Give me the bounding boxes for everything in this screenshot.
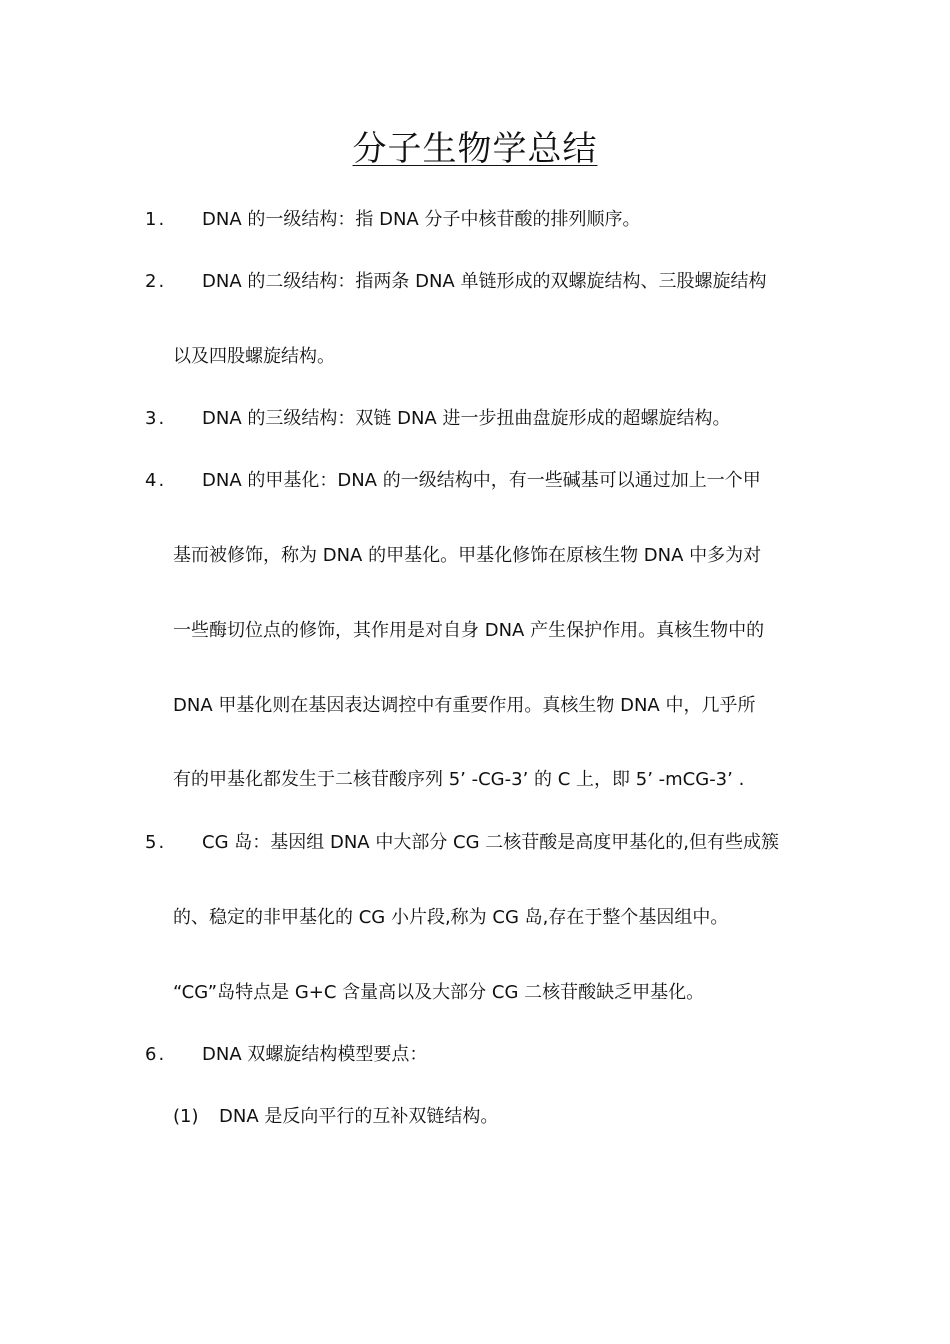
subitem-text: DNA 是反向平行的互补双链结构。 xyxy=(219,1106,499,1127)
item-number: 4. xyxy=(145,470,167,491)
item-4-line-2: 基而被修饰，称为 DNA 的甲基化。甲基化修饰在原核生物 DNA 中多为对 xyxy=(173,545,762,566)
item-number: 6. xyxy=(145,1044,167,1065)
page-title: 分子生物学总结 xyxy=(352,129,598,169)
subitem-number: (1) xyxy=(173,1106,199,1127)
item-4-line-5: 有的甲基化都发生于二核苷酸序列 5’ -CG-3’ 的 C 上，即 5’ -mCG-3’ . xyxy=(173,769,745,790)
item-4-line-1: DNA 的甲基化：DNA 的一级结构中，有一些碱基可以通过加上一个甲 xyxy=(202,470,761,491)
item-number: 1. xyxy=(145,209,167,230)
item-5-line-2: 的、稳定的非甲基化的 CG 小片段,称为 CG 岛,存在于整个基因组中。 xyxy=(173,907,729,928)
item-5-line-3: “CG”岛特点是 G+C 含量高以及大部分 CG 二核苷酸缺乏甲基化。 xyxy=(173,982,705,1003)
item-4-line-4: DNA 甲基化则在基因表达调控中有重要作用。真核生物 DNA 中，几乎所 xyxy=(173,695,756,716)
item-2-line-2: 以及四股螺旋结构。 xyxy=(173,346,335,367)
item-number: 5. xyxy=(145,832,167,853)
item-3-line-1: DNA 的三级结构：双链 DNA 进一步扭曲盘旋形成的超螺旋结构。 xyxy=(202,408,731,429)
item-4-line-3: 一些酶切位点的修饰，其作用是对自身 DNA 产生保护作用。真核生物中的 xyxy=(173,620,765,641)
item-6-line-1: DNA 双螺旋结构模型要点： xyxy=(202,1044,428,1065)
item-5-line-1: CG 岛：基因组 DNA 中大部分 CG 二核苷酸是高度甲基化的,但有些成簇 xyxy=(202,832,779,853)
item-number: 2. xyxy=(145,271,167,292)
item-number: 3. xyxy=(145,408,167,429)
item-2-line-1: DNA 的二级结构：指两条 DNA 单链形成的双螺旋结构、三股螺旋结构 xyxy=(202,271,767,292)
item-1-line-1: DNA 的一级结构：指 DNA 分子中核苷酸的排列顺序。 xyxy=(202,209,641,230)
